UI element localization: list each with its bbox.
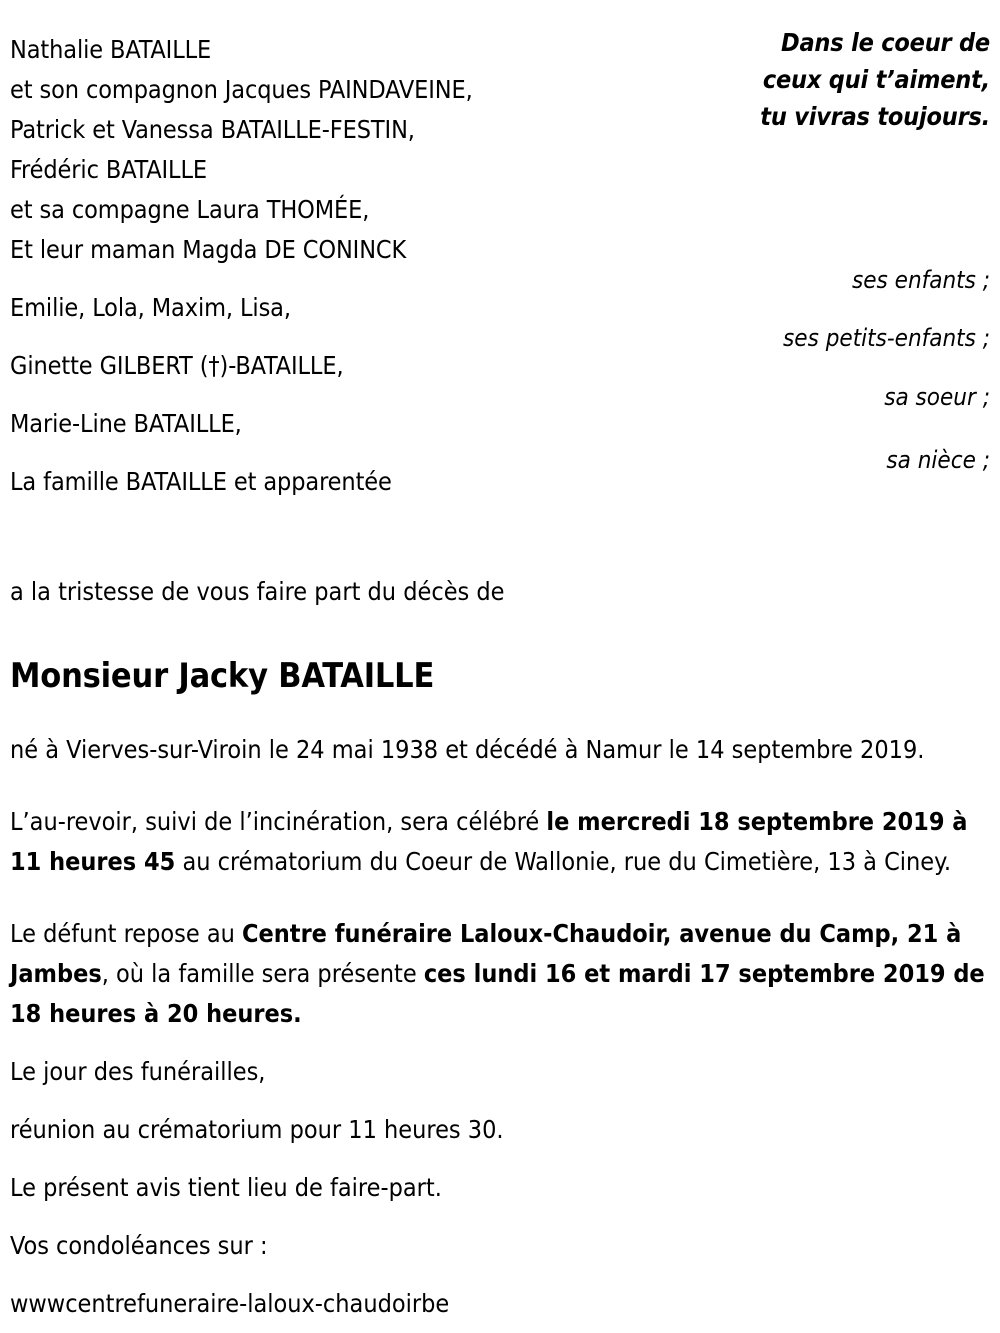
- family-name-line: Frédéric BATAILLE: [10, 155, 208, 184]
- epigraph-line-3: tu vivras toujours.: [760, 102, 990, 131]
- epigraph-line-2: ceux qui t’aiment,: [762, 65, 990, 94]
- funeral-day-line-2: réunion au crématorium pour 11 heures 30.: [10, 1115, 504, 1144]
- family-name-line: Marie-Line BATAILLE,: [10, 409, 242, 438]
- family-name-line: Patrick et Vanessa BATAILLE-FESTIN,: [10, 115, 415, 144]
- funeral-day-line-1: Le jour des funérailles,: [10, 1057, 266, 1086]
- repose-text-1: Le défunt repose au: [10, 919, 243, 948]
- birth-death-paragraph: né à Vierves-sur-Viroin le 24 mai 1938 et décédé à Namur le 14 septembre 2019.: [10, 735, 925, 764]
- family-name-line: Nathalie BATAILLE: [10, 35, 212, 64]
- relation-label-children: ses enfants ;: [852, 266, 990, 294]
- deceased-name: Monsieur Jacky BATAILLE: [10, 656, 435, 696]
- family-name-line: et sa compagne Laura THOMÉE,: [10, 195, 370, 224]
- visitation-hours: ces lundi 16 et mardi 17 septembre 2019 de 18 heures à 20 heures.: [10, 959, 985, 1028]
- relation-label-grandchildren: ses petits-enfants ;: [783, 324, 990, 352]
- family-name-line: Ginette GILBERT (†)-BATAILLE,: [10, 351, 344, 380]
- relation-label-niece: sa nièce ;: [886, 446, 990, 474]
- lead-text: a la tristesse de vous faire part du décès de: [10, 577, 505, 606]
- repose-paragraph: [10, 914, 995, 1034]
- family-name-line: Emilie, Lola, Maxim, Lisa,: [10, 293, 291, 322]
- announcement-body: [10, 572, 995, 1324]
- family-block-children: [10, 30, 690, 270]
- condolences-url[interactable]: wwwcentrefuneraire-laloux-chaudoirbe: [10, 1289, 450, 1318]
- family-name-line: Et leur maman Magda DE CONINCK: [10, 235, 407, 264]
- ceremony-datetime: le mercredi 18 septembre 2019 à 11 heures 45: [10, 807, 968, 876]
- ceremony-text-2: au crématorium du Coeur de Wallonie, rue du Cimetière, 13 à Ciney.: [175, 847, 952, 876]
- notice-line: Le présent avis tient lieu de faire-part.: [10, 1173, 442, 1202]
- family-name-line: La famille BATAILLE et apparentée: [10, 467, 392, 496]
- condolences-label: Vos condoléances sur :: [10, 1231, 268, 1260]
- family-name-line: et son compagnon Jacques PAINDAVEINE,: [10, 75, 473, 104]
- ceremony-text-1: L’au-revoir, suivi de l’incinération, sera célébré: [10, 807, 547, 836]
- ceremony-paragraph: [10, 802, 995, 882]
- repose-text-2: , où la famille sera présente: [101, 959, 424, 988]
- funeral-home-address: Centre funéraire Laloux-Chaudoir, avenue du Camp, 21 à Jambes: [10, 919, 962, 988]
- epigraph-line-1: Dans le coeur de: [780, 28, 990, 57]
- relation-label-sister: sa soeur ;: [884, 383, 990, 411]
